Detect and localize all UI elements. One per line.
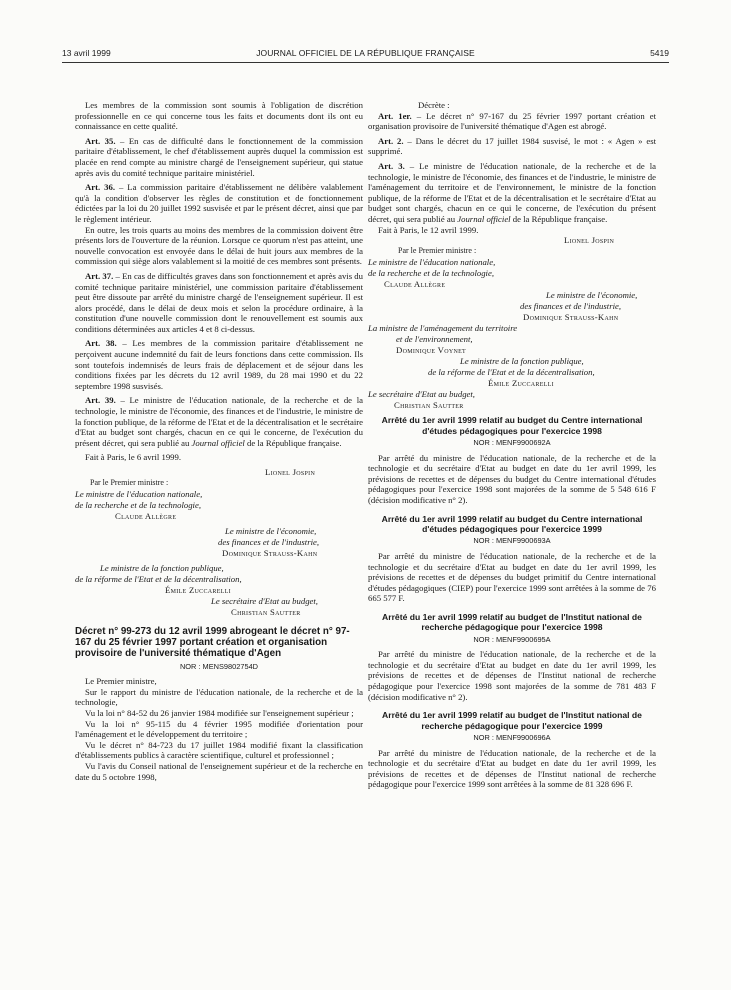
commission-intro: Les membres de la commission sont soumis à l'obligation de discrétion professionnelle en ce qui concerne tous les faits et documents dont ils ont eu connaissance en cette qualité. — [75, 100, 363, 132]
signatory-name: Émile Zuccarelli — [165, 585, 231, 595]
minister-title: Le ministre de la fonction publique, — [460, 356, 584, 367]
visa: Vu la loi n° 84-52 du 26 janvier 1984 modifiée sur l'enseignement supérieur ; — [85, 707, 354, 718]
page-number: 5419 — [650, 48, 669, 58]
page-header — [62, 48, 669, 62]
signatory-pm: Lionel Jospin — [564, 235, 615, 246]
article-35: Art. 35. – En cas de difficulté dans le fonctionnement de la commission paritaire d'établissement, le chef d'établissement auprès duquel la commission est placée en rend compte au ministre chargé de l'enseignement supérieur, qui statue après avis du comité technique paritaire ministériel. — [75, 135, 363, 178]
arrete-nor: NOR : MENF9900692A — [473, 437, 551, 447]
minister-title: Le ministre de l'éducation nationale, — [368, 257, 496, 268]
arrete-text: Par arrêté du ministre de l'éducation nationale, de la recherche et de la technologie et du secrétaire d'Etat au budget en date du 1er avril 1999, les prévisions de recettes et de dépenses du budget du Centre international d'études pédagogiques pour l'exercice 1998 sont majorées de la somme de 5 548 616 F (décision modificative n° 2). — [368, 452, 656, 505]
par-premier-ministre: Par le Premier ministre : — [90, 478, 169, 487]
decree-title: Décret n° 99-273 du 12 avril 1999 abrogeant le décret n° 97-167 du 25 février 1997 portant création et organisation provisoire de l'université thématique d'Agen — [75, 626, 350, 660]
decrete: Décrète : — [418, 100, 450, 110]
arrete-nor: NOR : MENF9900693A — [473, 536, 551, 546]
arrete-title: Arrêté du 1er avril 1999 relatif au budget du Centre international d'études pédagogiques pour l'exercice 1999 — [381, 513, 643, 534]
article-39: Art. 39. – Le ministre de l'éducation nationale, de la recherche et de la technologie, le ministre de l'économie, des finances et de l'industrie, le ministre de la fonction publique, de la réforme de l'Etat et de la décentralisation et le secrétaire d'Etat au budget sont chargés, chacun en ce qui le concerne, de l'exécution du présent décret, qui sera publié au Journal officiel de la République française. — [75, 395, 363, 448]
par-premier-ministre: Par le Premier ministre : — [398, 246, 477, 256]
minister-title: des finances et de l'industrie, — [520, 301, 622, 312]
signatory-name: Dominique Strauss-Kahn — [523, 312, 619, 323]
signatory-name: Claude Allègre — [384, 279, 446, 290]
article-label: Art. 36. — [85, 182, 116, 193]
arrete-title: Arrêté du 1er avril 1999 relatif au budget de l'Institut national de recherche pédagogique pour l'exercice 1998 — [382, 611, 642, 633]
signatory-name: Claude Allègre — [115, 511, 177, 521]
signatory-name: Christian Sautter — [231, 607, 301, 617]
signatory-pm: Lionel Jospin — [265, 467, 316, 477]
header-date: 13 avril 1999 — [62, 48, 111, 58]
minister-title: La ministre de l'aménagement du territoire — [368, 323, 518, 334]
arrete-title: Arrêté du 1er avril 1999 relatif au budget de l'Institut national de recherche pédagogique pour l'exercice 1999 — [382, 710, 642, 731]
minister-title: de la réforme de l'Etat et de la décentralisation, — [428, 367, 595, 378]
arrete-text: Par arrêté du ministre de l'éducation nationale, de la recherche et de la technologie et du secrétaire d'Etat au budget en date du 1er avril 1999, les prévisions de recettes et de dépenses de l'Institut national de recherche pédagogique pour l'exercice 1999 sont arrêtées à la somme de 81 328 696 F. — [368, 747, 656, 790]
article-36: Art. 36. – La commission paritaire d'établissement ne délibère valablement qu'à la condition d'observer les règles de constitution et de fonctionnement édictées par la loi du 20 juillet 1992 susvisée et par le présent décret, ainsi que par le règlement intérieur. — [75, 182, 363, 224]
arrete-text: Par arrêté du ministre de l'éducation nationale, de la recherche et de la technologie et du secrétaire d'Etat au budget en date du 1er avril 1999, les prévisions de recettes et de dépenses de l'Institut national de recherche pédagogique pour l'exercice 1998 sont majorées de la somme de 781 483 F (décision modificative n° 2). — [368, 649, 656, 702]
right-column — [368, 100, 656, 790]
signatory-name: Dominique Strauss-Kahn — [222, 548, 318, 558]
signature-date: Fait à Paris, le 12 avril 1999. — [378, 224, 479, 235]
minister-title: Le ministre de l'économie, — [546, 290, 638, 301]
arrete-nor: NOR : MENF9900696A — [473, 733, 551, 743]
signatory-name: Émile Zuccarelli — [488, 378, 554, 389]
signatory-name: Christian Sautter — [394, 400, 464, 411]
header-rule — [62, 62, 669, 63]
article-label: Art. 1er. — [378, 110, 412, 121]
article-label: Art. 2. — [378, 135, 404, 146]
article-label: Art. 37. — [85, 270, 114, 281]
minister-title: Le ministre de la fonction publique, — [100, 563, 224, 573]
minister-title: Le secrétaire d'Etat au budget, — [368, 389, 475, 400]
premier-ministre: Le Premier ministre, — [85, 676, 157, 687]
minister-title: Le ministre de l'économie, — [225, 526, 317, 536]
minister-title: de la réforme de l'Etat et de la décentralisation, — [75, 574, 242, 584]
journal-title: JOURNAL OFFICIEL DE LA RÉPUBLIQUE FRANÇAISE — [256, 48, 475, 58]
arrete-text: Par arrêté du ministre de l'éducation nationale, de la recherche et de la technologie et du secrétaire d'Etat au budget en date du 1er avril 1999, les prévisions de recettes et de dépenses du budget primitif du Centre international d'études pédagogiques (CIEP) pour l'exercice 1999 sont arrêtées à la somme de 76 665 577 F. — [368, 550, 656, 604]
article-3: Art. 3. – Le ministre de l'éducation nationale, de la recherche et de la technologie, le ministre de l'économie, des finances et de l'industrie, le ministre de l'aménagement du territoire et de l'environnement, le ministre de la fonction publique, de la réforme de l'Etat et de la décentralisation et le secrétaire d'Etat au budget sont chargés, chacun en ce qui le concerne, de l'exécution du présent décret, qui sera publié au Journal officiel de la République française. — [368, 160, 656, 224]
article-36-para2: En outre, les trois quarts au moins des membres de la commission doivent être présents lors de l'ouverture de la réunion. Lorsque ce quorum n'est pas atteint, une nouvelle convocation est envoyée dans le délai de huit jours aux membres de la commission qui siège alors valablement si la moitié de ces membres sont présents. — [75, 224, 363, 267]
arrete-title: Arrêté du 1er avril 1999 relatif au budget du Centre international d'études pédagogiques pour l'exercice 1998 — [381, 415, 643, 436]
article-label: Art. 3. — [378, 160, 405, 171]
minister-title: et de l'environnement, — [396, 334, 473, 345]
article-label: Art. 38. — [85, 338, 117, 349]
article-37: Art. 37. – En cas de difficultés graves dans son fonctionnement et après avis du comité technique paritaire ministériel, une commission paritaire d'établissement peut être dissoute par arrêté du ministre chargé de l'enseignement supérieur. Il est alors procédé, dans le délai de deux mois et selon la procédure ordinaire, à la constitution d'une nouvelle commission dont le renouvellement est soumis aux conditions déterminées aux articles 4 et 8 ci-dessus. — [75, 270, 363, 334]
minister-title: Le secrétaire d'Etat au budget, — [211, 596, 318, 606]
article-label: Art. 35. — [85, 135, 116, 146]
visa: Vu l'avis du Conseil national de l'enseignement supérieur et de la recherche en date du 5 octobre 1998, — [75, 760, 363, 782]
article-2: Art. 2. – Dans le décret du 17 juillet 1984 susvisé, le mot : « Agen » est supprimé. — [368, 135, 656, 157]
minister-title: des finances et de l'industrie, — [218, 537, 320, 547]
visa: Vu le décret n° 84-723 du 17 juillet 1984 modifié fixant la classification d'établissements publics à caractère scientifique, culturel et professionnel ; — [75, 739, 363, 761]
arrete-nor: NOR : MENF9900695A — [473, 634, 551, 644]
article-label: Art. 39. — [85, 395, 116, 406]
signatory-name: Dominique Voynet — [396, 345, 467, 356]
signature-date: Fait à Paris, le 6 avril 1999. — [85, 452, 182, 463]
left-column — [75, 100, 363, 782]
visa: Vu la loi n° 95-115 du 4 février 1995 modifiée d'orientation pour l'aménagement et le développement du territoire ; — [75, 718, 363, 740]
minister-title: Le ministre de l'éducation nationale, — [75, 489, 203, 499]
visa: Sur le rapport du ministre de l'éducation nationale, de la recherche et de la technologie, — [75, 686, 363, 708]
article-38: Art. 38. – Les membres de la commission paritaire d'établissement ne perçoivent aucune indemnité du fait de leurs fonctions dans cette commission. Ils sont toutefois indemnisés de leurs frais de déplacement et de séjour dans les conditions fixées par les décrets du 12 avril 1989, du 28 mai 1990 et du 22 septembre 1998 susvisés. — [75, 338, 363, 391]
minister-title: de la recherche et de la technologie, — [75, 500, 201, 510]
article-1: Art. 1er. – Le décret n° 97-167 du 25 février 1997 portant création et organisation provisoire de l'université thématique d'Agen est abrogé. — [368, 110, 657, 132]
decree-nor: NOR : MENS9802754D — [179, 661, 259, 671]
minister-title: de la recherche et de la technologie, — [368, 268, 494, 279]
